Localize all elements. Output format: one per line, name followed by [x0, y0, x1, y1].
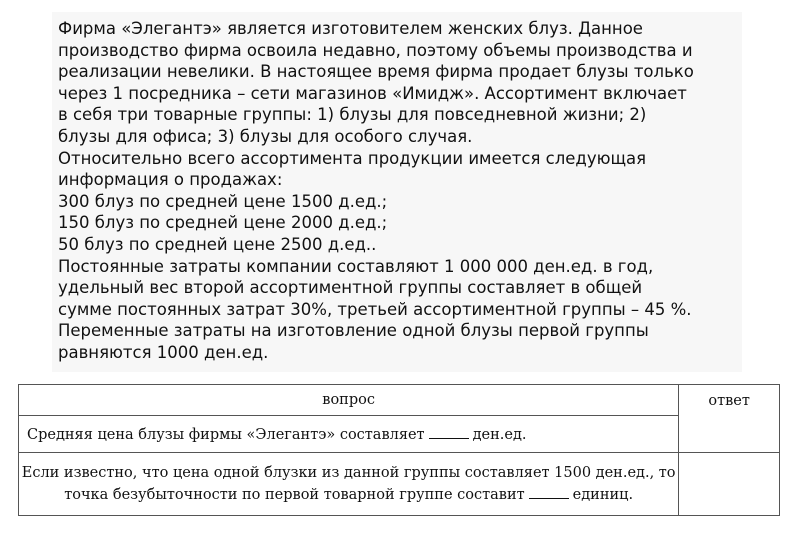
answer-blank: [429, 426, 469, 439]
problem-line: удельный вес второй ассортиментной группы составляет в общей: [58, 278, 643, 298]
problem-line: Постоянные затраты компании составляют 1 000 000 ден.ед. в год,: [58, 256, 654, 276]
question-2-line1: Если известно, что цена одной блузки из данной группы составляет 1500 ден.ед., то: [21, 465, 676, 481]
question-1-text: Средняя цена блузы фирмы «Элегантэ» составляет: [27, 426, 425, 443]
table-row: [19, 416, 780, 453]
question-1: [19, 416, 679, 453]
problem-line: 50 блуз по средней цене 2500 д.ед..: [58, 234, 377, 254]
problem-line: 150 блуз по средней цене 2000 д.ед.;: [58, 213, 388, 233]
problem-line: информация о продажах:: [58, 170, 283, 190]
table-header-row: [19, 385, 780, 416]
problem-line: через 1 посредника – сети магазинов «Имидж». Ассортимент включает: [58, 83, 687, 103]
question-2-line2: точка безубыточности по первой товарной группе составит: [64, 487, 525, 503]
question-answer-table: [18, 384, 780, 516]
question-1-unit: ден.ед.: [472, 426, 527, 443]
question-2-unit: единиц.: [572, 487, 634, 503]
problem-line: Переменные затраты на изготовление одной блузы первой группы: [58, 321, 649, 341]
problem-line: реализации невелики. В настоящее время фирма продает блузы только: [58, 62, 694, 82]
problem-line: сумме постоянных затрат 30%, третьей ассортиментной группы – 45 %.: [58, 299, 692, 319]
header-question: вопрос: [19, 385, 679, 416]
table-row: [19, 453, 780, 516]
problem-line: Относительно всего ассортимента продукции имеется следующая: [58, 148, 647, 168]
answer-cell-2[interactable]: [679, 453, 780, 516]
problem-line: Фирма «Элегантэ» является изготовителем женских блуз. Данное: [58, 19, 643, 38]
problem-line: производство фирма освоила недавно, поэтому объемы производства и: [58, 40, 693, 60]
problem-line: 300 блуз по средней цене 1500 д.ед.;: [58, 191, 388, 211]
answer-blank: [529, 486, 569, 499]
problem-line: в себя три товарные группы: 1) блузы для повседневной жизни; 2): [58, 105, 647, 125]
header-answer: ответ: [679, 385, 780, 453]
problem-text: [52, 12, 742, 372]
problem-line: равняются 1000 ден.ед.: [58, 342, 269, 362]
problem-line: блузы для офиса; 3) блузы для особого случая.: [58, 126, 473, 146]
question-2: [19, 453, 679, 516]
